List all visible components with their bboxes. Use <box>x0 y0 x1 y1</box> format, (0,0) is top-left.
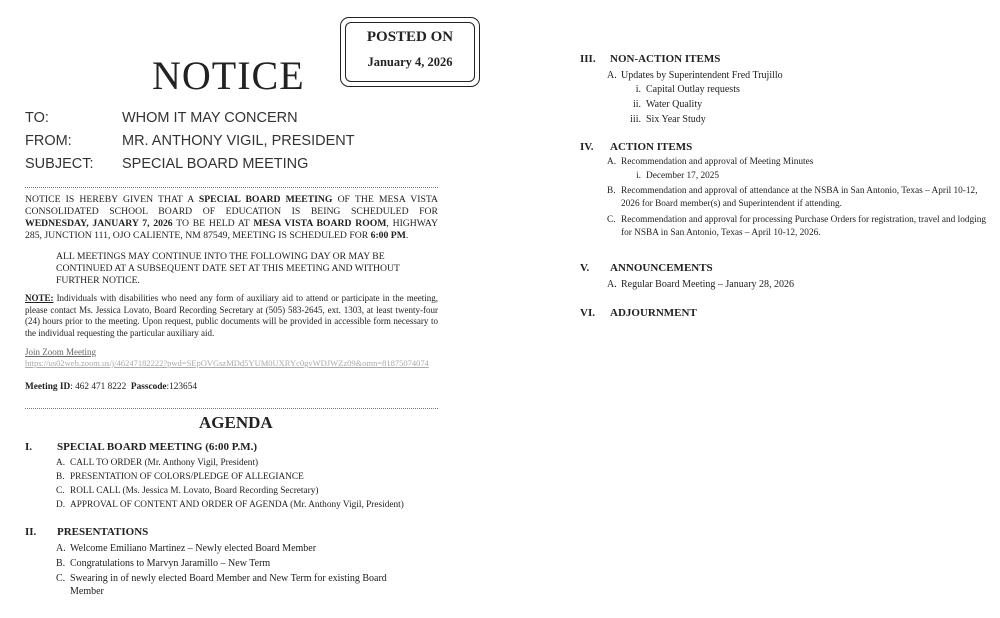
section-title: NON-ACTION ITEMS <box>610 53 721 65</box>
section-title: ACTION ITEMS <box>610 141 693 153</box>
section-number: II. <box>25 526 37 538</box>
meeting-id-label: Meeting ID <box>25 382 71 392</box>
section-number: IV. <box>580 141 594 153</box>
agenda-subitem <box>625 170 719 183</box>
item-text: Congratulations to Marvyn Jaramillo – New Term <box>70 558 271 569</box>
agenda-item <box>56 471 304 484</box>
item-letter: A. <box>607 70 617 81</box>
to-value: WHOM IT MAY CONCERN <box>122 110 298 126</box>
agenda-item <box>607 214 992 239</box>
subitem-number: i. <box>635 84 641 95</box>
item-letter: B. <box>607 186 616 196</box>
divider <box>25 408 438 409</box>
agenda-subitem <box>625 83 740 96</box>
section-number: VI. <box>580 307 595 319</box>
section-title: PRESENTATIONS <box>57 526 149 538</box>
item-text: PRESENTATION OF COLORS/PLEDGE OF ALLEGIANCE <box>70 472 304 482</box>
paragraph-text: NOTICE IS HEREBY GIVEN THAT A <box>25 194 199 205</box>
to-label: TO: <box>25 110 49 126</box>
agenda-item <box>607 278 794 291</box>
agenda-item <box>607 69 783 82</box>
item-text: Updates by Superintendent Fred Trujillo <box>621 70 783 81</box>
paragraph-bold: 6:00 PM <box>370 230 406 241</box>
agenda-title: AGENDA <box>199 413 273 432</box>
agenda-item <box>607 156 813 169</box>
posted-title: POSTED ON <box>366 29 454 45</box>
passcode-value: :123654 <box>166 382 198 392</box>
zoom-url-link[interactable]: https://us02web.zoom.us/j/46247182222?pwd=SEpOVGszMDd5YUM0UXRYc0gvWDJWZz09&omn=81875074074 <box>25 358 429 368</box>
subitem-number: ii. <box>632 99 641 110</box>
divider <box>25 187 438 188</box>
item-letter: C. <box>56 573 66 584</box>
item-text: Recommendation and approval of Meeting Minutes <box>621 157 814 167</box>
notice-paragraph <box>25 194 438 242</box>
section-number: III. <box>580 53 596 65</box>
posted-date: January 4, 2026 <box>367 55 453 69</box>
subitem-number: i. <box>636 171 641 181</box>
item-letter: C. <box>607 215 616 225</box>
agenda-item <box>56 457 258 470</box>
agenda-item <box>56 485 318 498</box>
agenda-item <box>607 185 992 210</box>
subitem-text: Water Quality <box>646 99 703 110</box>
item-text: APPROVAL OF CONTENT AND ORDER OF AGENDA (Mr. Anthony Vigil, President) <box>70 500 404 510</box>
item-letter: A. <box>607 279 617 290</box>
subitem-text: Six Year Study <box>646 114 706 125</box>
item-text: Recommendation and approval of attendance at the NSBA in San Antonio, Texas – April 10-12, 2026 for Board member(s) and Superintendent if attending. <box>621 186 978 209</box>
paragraph-text: OF THE MESA VISTA CONSOLIDATED SCHOOL BOARD OF EDUCATION IS BEING SCHEDULED FOR <box>25 194 438 217</box>
from-label: FROM: <box>25 133 72 149</box>
subject-value: SPECIAL BOARD MEETING <box>122 156 309 172</box>
section-number: I. <box>25 441 33 453</box>
item-letter: A. <box>56 543 66 554</box>
section-title: SPECIAL BOARD MEETING (6:00 P.M.) <box>57 441 258 453</box>
paragraph-bold: MESA VISTA BOARD ROOM <box>253 218 387 229</box>
item-text: Regular Board Meeting – January 28, 2026 <box>621 279 795 290</box>
passcode-label: Passcode <box>130 382 167 392</box>
item-text: Welcome Emiliano Martinez – Newly elected Board Member <box>70 543 317 554</box>
item-text: CALL TO ORDER (Mr. Anthony Vigil, President) <box>70 458 259 468</box>
posted-stamp <box>345 22 475 82</box>
item-letter: C. <box>56 486 65 496</box>
meeting-id-line <box>25 382 197 392</box>
meeting-id-value: : 462 471 8222 <box>70 382 127 392</box>
agenda-item <box>56 572 416 598</box>
agenda-item <box>56 542 316 555</box>
note-paragraph <box>25 293 438 339</box>
agenda-item <box>56 499 404 512</box>
agenda-subitem <box>625 98 702 111</box>
paragraph-text: . <box>405 230 409 241</box>
section-title: ANNOUNCEMENTS <box>610 262 713 274</box>
notice-title: NOTICE <box>152 53 305 98</box>
item-letter: A. <box>56 458 66 468</box>
note-text: Individuals with disabilities who need any form of auxiliary aid to attend or participate in the meeting, please contact Ms. Jessica Lovato, Board Recording Secretary at (505) 583-2645, ext. 1303, at least twenty-four (24) hours prior to the meeting. Upon request, public documents will be provided in accessible form necessary to the individual requesting the particular auxiliary aid. <box>25 293 438 338</box>
item-letter: A. <box>607 157 617 167</box>
agenda-item <box>56 557 270 570</box>
from-value: MR. ANTHONY VIGIL, PRESIDENT <box>122 133 355 149</box>
paragraph-bold: SPECIAL BOARD MEETING <box>198 194 333 205</box>
item-text: Recommendation and approval for processing Purchase Orders for registration, travel and lodging for NSBA in San Antonio, Texas – April 10-12, 2026. <box>621 215 987 238</box>
paragraph-bold: WEDNESDAY, JANUARY 7, 2026 <box>25 218 173 229</box>
continuation-paragraph: ALL MEETINGS MAY CONTINUE INTO THE FOLLOWING DAY OR MAY BE CONTINUED AT A SUBSEQUENT DATE SET AT THIS MEETING AND WITHOUT FURTHER NOTICE. <box>56 251 400 286</box>
paragraph-text: , HIGHWAY 285, JUNCTION 111, OJO CALIENTE, NM 87549, MEETING IS SCHEDULED FOR <box>25 218 438 241</box>
join-zoom-link[interactable]: Join Zoom Meeting <box>25 347 96 357</box>
item-letter: B. <box>56 472 65 482</box>
section-number: V. <box>580 262 590 274</box>
item-text: ROLL CALL (Ms. Jessica M. Lovato, Board Recording Secretary) <box>70 486 319 496</box>
agenda-subitem <box>625 113 706 126</box>
subitem-number: iii. <box>630 114 641 125</box>
subitem-text: Capital Outlay requests <box>646 84 740 95</box>
item-text: Swearing in of newly elected Board Member and New Term for existing Board Member <box>70 573 387 597</box>
note-label: NOTE: <box>25 293 54 303</box>
paragraph-text: TO BE HELD AT <box>172 218 254 229</box>
section-title: ADJOURNMENT <box>610 307 697 319</box>
subject-label: SUBJECT: <box>25 156 94 172</box>
item-letter: D. <box>56 500 66 510</box>
subitem-text: December 17, 2025 <box>646 171 720 181</box>
item-letter: B. <box>56 558 66 569</box>
